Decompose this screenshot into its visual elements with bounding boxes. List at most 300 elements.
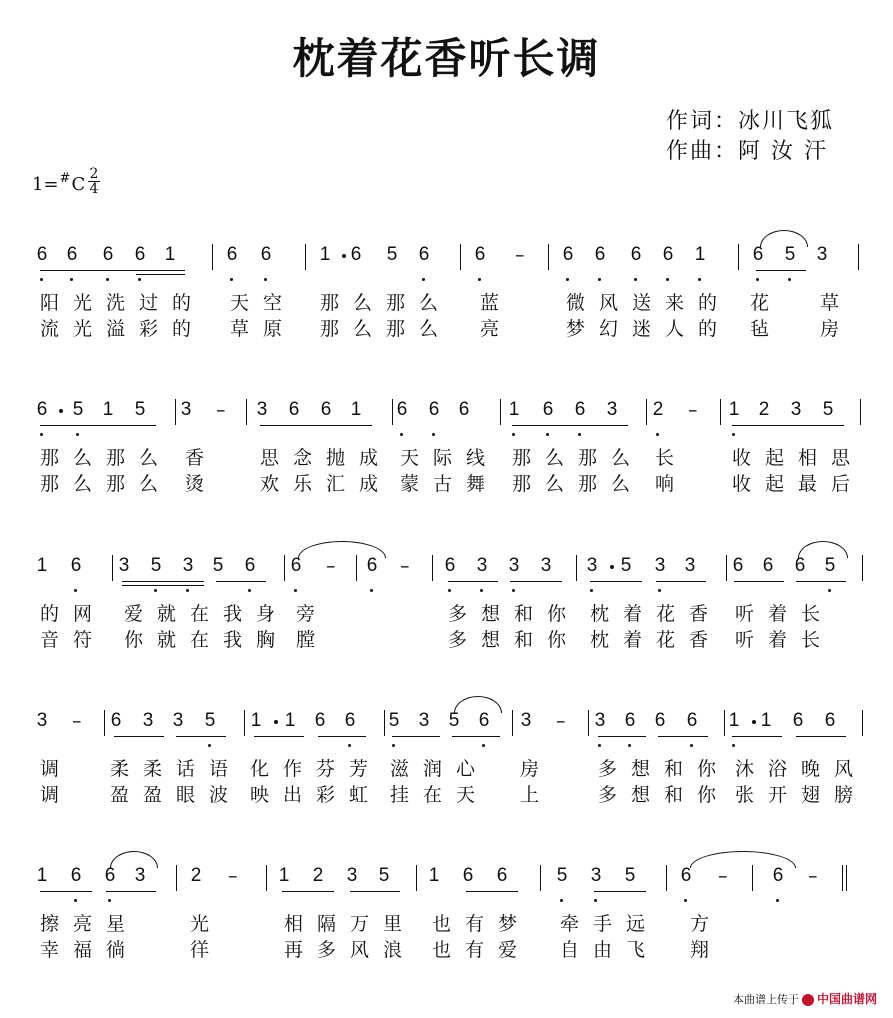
beam-underline [590, 581, 642, 582]
barline [460, 244, 461, 270]
barline [720, 399, 721, 425]
note: 6 [562, 244, 574, 265]
note: 6 [110, 710, 122, 731]
note: 5 [824, 555, 836, 576]
note: 6 [594, 244, 606, 265]
beam-underline [40, 891, 92, 892]
note: 1 [728, 710, 740, 731]
note: 3 [590, 865, 602, 886]
note: 5 [134, 399, 146, 420]
lyric-verse2: 再多风浪 [284, 939, 417, 961]
barline [724, 710, 725, 736]
lyric-verse2: 也有爱 [432, 939, 532, 961]
barline [726, 555, 727, 581]
note: 3 [256, 399, 268, 420]
note: 6 [134, 244, 146, 265]
dash-hold: – [216, 399, 226, 421]
octave-dot [656, 433, 659, 436]
note: 6 [290, 555, 302, 576]
tie-arc [110, 851, 158, 868]
lyric-verse2: 草原 [230, 318, 297, 340]
octave-dot [732, 744, 735, 747]
note: 6 [762, 555, 774, 576]
beam-underline [448, 581, 498, 582]
barline [540, 865, 541, 891]
octave-dot [432, 433, 435, 436]
lyric-verse1: 擦亮星 [40, 913, 140, 935]
octave-dot [154, 589, 157, 592]
beam-underline [598, 736, 646, 737]
key-signature: 1=#C [32, 171, 86, 195]
note: 3 [540, 555, 552, 576]
note: 1 [694, 244, 706, 265]
lyric-verse2: 音符 [40, 629, 107, 651]
barline [104, 710, 105, 736]
lyric-verse2: 多想和你 [598, 784, 731, 806]
note: 1 [760, 710, 772, 731]
octave-dot [392, 744, 395, 747]
beam-underline [260, 425, 372, 426]
note: 6 [624, 710, 636, 731]
note: 6 [36, 244, 48, 265]
octave-dot [248, 589, 251, 592]
lyric-verse1: 草 [820, 292, 840, 314]
lyric-verse1: 那么那么 [320, 292, 453, 314]
octave-dot [74, 589, 77, 592]
octave-dot [108, 899, 111, 902]
octave-dot [186, 589, 189, 592]
lyric-verse1: 枕着花香 [590, 603, 723, 625]
lyric-verse2: 响 [655, 473, 675, 495]
beam-underline [350, 891, 400, 892]
beam-underline [452, 736, 500, 737]
lyric-verse2: 梦幻迷人的 [566, 318, 732, 340]
dash-hold: – [808, 865, 818, 887]
lyric-verse2: 那么那么 [320, 318, 453, 340]
octave-dot [106, 278, 109, 281]
note: 6 [104, 865, 116, 886]
note: 3 [346, 865, 358, 886]
beam-underline [392, 736, 440, 737]
lyric-verse2: 听着长 [735, 629, 835, 651]
beam-underline [104, 270, 185, 271]
beam-underline [732, 736, 782, 737]
note: 3 [586, 555, 598, 576]
lyric-verse2: 流光溢彩的 [40, 318, 206, 340]
note: 1 [250, 710, 262, 731]
note: 3 [418, 710, 430, 731]
dash-hold: – [515, 244, 525, 266]
augmentation-dot [59, 409, 63, 413]
barline [246, 399, 247, 425]
lyric-verse2: 你就在我胸 [124, 629, 290, 651]
dash-hold: – [688, 399, 698, 421]
octave-dot [732, 433, 735, 436]
lyric-verse2: 映出彩虹 [250, 784, 383, 806]
lyric-verse1: 调 [40, 758, 60, 780]
octave-dot [594, 899, 597, 902]
barline [646, 399, 647, 425]
lyric-verse1: 多想和你 [448, 603, 581, 625]
note: 6 [418, 244, 430, 265]
octave-dot [294, 589, 297, 592]
beam-underline [122, 585, 204, 586]
lyric-verse2: 上 [520, 784, 540, 806]
octave-dot [776, 899, 779, 902]
lyric-verse2: 那么那么 [40, 473, 173, 495]
note: 5 [150, 555, 162, 576]
barline [176, 865, 177, 891]
octave-dot [546, 433, 549, 436]
note: 6 [662, 244, 674, 265]
note: 6 [226, 244, 238, 265]
note: 6 [752, 244, 764, 265]
note: 6 [478, 710, 490, 731]
page-title: 枕着花香听长调 [292, 34, 601, 83]
octave-dot [560, 899, 563, 902]
note: 6 [36, 399, 48, 420]
lyric-verse2: 那么那么 [512, 473, 645, 495]
lyric-verse1: 香 [185, 447, 205, 469]
note: 6 [428, 399, 440, 420]
note: 6 [70, 555, 82, 576]
note: 6 [444, 555, 456, 576]
octave-dot [756, 278, 759, 281]
lyric-verse1: 房 [520, 758, 540, 780]
note: 3 [606, 399, 618, 420]
note: 1 [102, 399, 114, 420]
barline [384, 710, 385, 736]
lyric-verse2: 翔 [690, 939, 710, 961]
tie-arc [690, 851, 796, 868]
note: 6 [824, 710, 836, 731]
note: 6 [792, 710, 804, 731]
beam-underline [136, 274, 185, 275]
note: 5 [448, 710, 460, 731]
beam-underline [104, 425, 156, 426]
lyric-verse2: 张开翅膀 [735, 784, 868, 806]
octave-dot [478, 278, 481, 281]
lyric-verse2: 蒙古舞 [400, 473, 500, 495]
lyric-verse1: 光 [190, 913, 210, 935]
lyric-verse1: 花 [750, 292, 770, 314]
beam-underline [176, 736, 226, 737]
barline [842, 865, 843, 891]
lyric-verse1: 收起相思 [732, 447, 865, 469]
note: 6 [462, 865, 474, 886]
note: 5 [624, 865, 636, 886]
beam-underline [734, 581, 784, 582]
note: 2 [190, 865, 202, 886]
octave-dot [40, 433, 43, 436]
note: 5 [386, 244, 398, 265]
note: 3 [790, 399, 802, 420]
note: 5 [72, 399, 84, 420]
barline [738, 244, 739, 270]
tie-arc [298, 541, 386, 558]
augmentation-dot [610, 565, 614, 569]
note: 3 [520, 710, 532, 731]
beam-underline [466, 891, 518, 892]
lyric-verse1: 滋润心 [390, 758, 490, 780]
beam-underline [658, 736, 708, 737]
barline [588, 710, 589, 736]
barline [752, 865, 753, 891]
note: 1 [428, 865, 440, 886]
note: 3 [180, 399, 192, 420]
octave-dot [70, 278, 73, 281]
barline [858, 244, 859, 270]
lyric-verse2: 欢乐汇成 [260, 473, 393, 495]
octave-dot [480, 589, 483, 592]
note: 6 [70, 865, 82, 886]
note: 6 [732, 555, 744, 576]
barline [512, 710, 513, 736]
octave-dot [230, 278, 233, 281]
site-logo-icon [802, 994, 814, 1006]
octave-dot [370, 589, 373, 592]
lyric-verse2: 挂在天 [390, 784, 490, 806]
footer: 本曲谱上传于 中国曲谱网 [732, 992, 877, 1006]
augmentation-dot [274, 720, 278, 724]
note: 5 [784, 244, 796, 265]
octave-dot [482, 744, 485, 747]
lyric-verse1: 阳光洗过的 [40, 292, 206, 314]
lyric-verse1: 相隔万里 [284, 913, 417, 935]
octave-dot [74, 899, 77, 902]
note: 6 [458, 399, 470, 420]
lyric-verse1: 蓝 [480, 292, 500, 314]
barline [666, 865, 667, 891]
beam-underline [122, 581, 204, 582]
lyric-verse2: 调 [40, 784, 60, 806]
note: 3 [654, 555, 666, 576]
note: 6 [288, 399, 300, 420]
time-signature: 2 4 [89, 166, 99, 197]
note: 6 [496, 865, 508, 886]
barline [266, 865, 267, 891]
lyric-verse2: 幸福徜 [40, 939, 140, 961]
octave-dot [666, 278, 669, 281]
note: 6 [366, 555, 378, 576]
lyric-verse1: 沐浴晚风 [735, 758, 868, 780]
note: 5 [212, 555, 224, 576]
octave-dot [138, 278, 141, 281]
lyric-verse1: 方 [690, 913, 710, 935]
note: 3 [594, 710, 606, 731]
beam-underline [594, 891, 646, 892]
lyric-verse1: 爱就在我身 [124, 603, 290, 625]
barline [862, 555, 863, 581]
octave-dot [590, 589, 593, 592]
note: 1 [36, 865, 48, 886]
note: 5 [556, 865, 568, 886]
note: 6 [314, 710, 326, 731]
note: 3 [134, 865, 146, 886]
octave-dot [512, 589, 515, 592]
barline [500, 399, 501, 425]
note: 2 [758, 399, 770, 420]
note: 3 [476, 555, 488, 576]
staff-row [0, 710, 893, 830]
octave-dot [422, 278, 425, 281]
octave-dot [658, 589, 661, 592]
staff-row [0, 865, 893, 985]
note: 1 [164, 244, 176, 265]
octave-dot [598, 278, 601, 281]
lyric-verse2: 徉 [190, 939, 210, 961]
beam-underline [756, 270, 806, 271]
octave-dot [598, 744, 601, 747]
lyric-verse2: 收起最后 [732, 473, 865, 495]
note: 3 [684, 555, 696, 576]
note: 1 [508, 399, 520, 420]
lyric-verse1: 听着长 [735, 603, 835, 625]
lyric-verse2: 膛 [296, 629, 316, 651]
note: 1 [278, 865, 290, 886]
note: 5 [378, 865, 390, 886]
beam-underline [282, 891, 334, 892]
lyric-verse1: 长 [655, 447, 675, 469]
lyric-verse2: 盈盈眼波 [110, 784, 243, 806]
augmentation-dot [342, 254, 346, 258]
note: 3 [508, 555, 520, 576]
lyric-verse2: 多想和你 [448, 629, 581, 651]
lyric-verse2: 毡 [750, 318, 770, 340]
octave-dot [40, 278, 43, 281]
octave-dot [690, 744, 693, 747]
note: 3 [182, 555, 194, 576]
note: 3 [816, 244, 828, 265]
note: 2 [312, 865, 324, 886]
dash-hold: – [400, 555, 410, 577]
note: 1 [728, 399, 740, 420]
tie-arc [454, 696, 502, 713]
lyric-verse1: 多想和你 [598, 758, 731, 780]
lyric-verse2: 亮 [480, 318, 500, 340]
octave-dot [512, 433, 515, 436]
note: 3 [36, 710, 48, 731]
beam-underline [512, 425, 628, 426]
tie-arc [798, 541, 848, 558]
dash-hold: – [72, 710, 82, 732]
octave-dot [788, 278, 791, 281]
lyric-verse1: 旁 [296, 603, 316, 625]
lyric-verse1: 也有梦 [432, 913, 532, 935]
octave-dot [628, 744, 631, 747]
beam-underline [796, 736, 846, 737]
note: 6 [344, 710, 356, 731]
lyric-verse2: 自由飞 [560, 939, 660, 961]
barline [112, 555, 113, 581]
note: 6 [630, 244, 642, 265]
note: 1 [350, 399, 362, 420]
note: 6 [102, 244, 114, 265]
tie-arc [760, 230, 808, 247]
barline [356, 555, 357, 581]
dash-hold: – [326, 555, 336, 577]
note: 6 [574, 399, 586, 420]
augmentation-dot [752, 720, 756, 724]
barline [862, 710, 863, 736]
lyric-verse1: 牵手远 [560, 913, 660, 935]
octave-dot [566, 278, 569, 281]
octave-dot [828, 589, 831, 592]
octave-dot [634, 278, 637, 281]
barline [416, 865, 417, 891]
octave-dot [348, 744, 351, 747]
barline [284, 555, 285, 581]
note: 6 [260, 244, 272, 265]
beam-underline [254, 736, 304, 737]
barline [846, 865, 847, 891]
barline [175, 399, 176, 425]
note: 6 [794, 555, 806, 576]
barline [392, 399, 393, 425]
beam-underline [216, 581, 266, 582]
octave-dot [400, 433, 403, 436]
octave-dot [698, 278, 701, 281]
note: 5 [388, 710, 400, 731]
note: 6 [772, 865, 784, 886]
lyric-verse1: 那么那么 [40, 447, 173, 469]
note: 6 [686, 710, 698, 731]
staff-row [0, 555, 893, 675]
barline [432, 555, 433, 581]
beam-underline [318, 736, 366, 737]
beam-underline [106, 891, 156, 892]
lyric-verse1: 微风送来的 [566, 292, 732, 314]
note: 1 [319, 244, 331, 265]
lyricist: 作词：冰川飞狐 [666, 109, 835, 134]
note: 3 [142, 710, 154, 731]
octave-dot [264, 278, 267, 281]
beam-underline [510, 581, 562, 582]
barline [548, 244, 549, 270]
octave-dot [684, 899, 687, 902]
lyric-verse1: 天空 [230, 292, 297, 314]
lyric-verse1: 思念抛成 [260, 447, 393, 469]
note: 6 [396, 399, 408, 420]
note: 6 [66, 244, 78, 265]
barline [576, 555, 577, 581]
octave-dot [448, 589, 451, 592]
note: 6 [350, 244, 362, 265]
barline [244, 710, 245, 736]
note: 5 [620, 555, 632, 576]
dash-hold: – [228, 865, 238, 887]
note: 3 [172, 710, 184, 731]
lyric-verse2: 枕着花香 [590, 629, 723, 651]
dash-hold: – [718, 865, 728, 887]
lyric-verse1: 化作芬芳 [250, 758, 383, 780]
note: 2 [652, 399, 664, 420]
barline [212, 244, 213, 270]
note: 5 [822, 399, 834, 420]
lyric-verse1: 的网 [40, 603, 107, 625]
note: 6 [244, 555, 256, 576]
note: 1 [36, 555, 48, 576]
octave-dot [208, 744, 211, 747]
note: 6 [474, 244, 486, 265]
note: 5 [204, 710, 216, 731]
lyric-verse1: 柔柔话语 [110, 758, 243, 780]
octave-dot [578, 433, 581, 436]
staff-row [0, 244, 893, 364]
note: 6 [542, 399, 554, 420]
beam-underline [796, 581, 846, 582]
lyric-verse2: 烫 [185, 473, 205, 495]
